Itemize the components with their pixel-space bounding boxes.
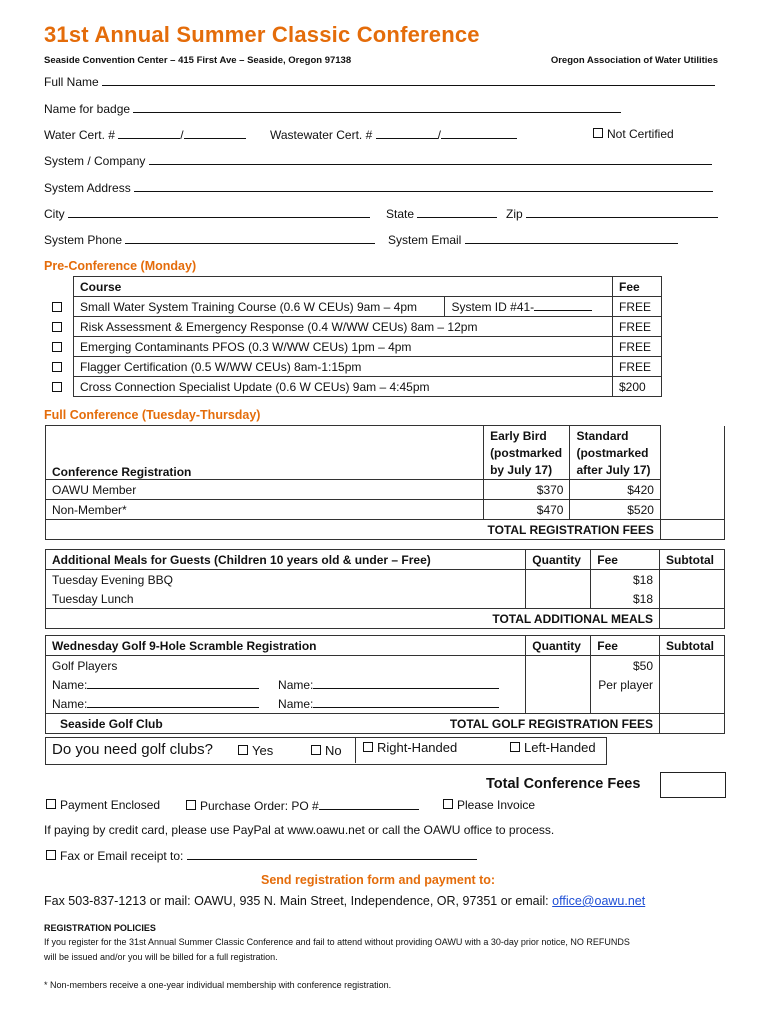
course-1-checkbox[interactable] — [52, 302, 62, 312]
golf-total-label: TOTAL GOLF REGISTRATION FEES — [449, 716, 653, 731]
course-row-4-fee: FREE — [613, 357, 662, 377]
policies-line-2: will be issued and/or you will be billed for a full registration. — [44, 952, 278, 962]
please-invoice-checkbox[interactable] — [443, 799, 453, 809]
meals-heading: Additional Meals for Guests (Children 10 years old & under – Free) — [46, 550, 526, 570]
total-conference-fees-field[interactable] — [660, 772, 726, 798]
early-bird-line-1: Early Bird — [490, 429, 547, 443]
course-row-3-fee: FREE — [613, 337, 662, 357]
system-address-label: System Address — [44, 181, 131, 195]
purchase-order-option[interactable] — [186, 798, 419, 813]
fax-receipt-option[interactable] — [46, 848, 477, 863]
not-certified-checkbox[interactable] — [593, 128, 603, 138]
golf-subtotal-header: Subtotal — [660, 636, 725, 656]
golf-subtotal-field[interactable] — [660, 656, 725, 714]
total-registration-label: TOTAL REGISTRATION FEES — [46, 520, 661, 540]
golf-total-field[interactable] — [660, 714, 725, 734]
payment-enclosed-checkbox[interactable] — [46, 799, 56, 809]
full-name-row — [44, 74, 715, 89]
course-row-3-label: Emerging Contaminants PFOS (0.3 W/WW CEUs) 1pm – 4pm — [74, 337, 613, 357]
nonmember-standard-fee: $520 — [570, 500, 660, 520]
city-row — [44, 206, 370, 221]
meals-subtotal-header: Subtotal — [660, 550, 725, 570]
system-phone-label: System Phone — [44, 233, 123, 247]
city-label: City — [44, 207, 65, 221]
golf-clubs-no-label: No — [325, 743, 342, 758]
meals-fee-header: Fee — [591, 550, 660, 570]
state-row — [386, 206, 497, 221]
meal-row-2-quantity[interactable] — [526, 589, 591, 609]
course-2-checkbox[interactable] — [52, 322, 62, 332]
system-phone-row — [44, 232, 375, 247]
member-early-fee: $370 — [484, 480, 570, 500]
golf-heading: Wednesday Golf 9-Hole Scramble Registration — [46, 636, 526, 656]
pre-conference-heading: Pre-Conference (Monday) — [44, 259, 197, 273]
golf-clubs-question: Do you need golf clubs? — [52, 741, 213, 758]
standard-line-3: after July 17) — [576, 463, 651, 477]
system-email-label: System Email — [388, 233, 462, 247]
golf-names-row-2 — [46, 694, 526, 714]
badge-row — [44, 101, 621, 116]
not-certified-option[interactable] — [593, 127, 674, 141]
golf-fee-header: Fee — [591, 636, 660, 656]
meal-row-1-subtotal[interactable] — [660, 570, 725, 590]
course-3-checkbox[interactable] — [52, 342, 62, 352]
system-id-cell[interactable] — [445, 297, 613, 317]
total-conference-fees-label: Total Conference Fees — [486, 776, 641, 792]
early-bird-line-3: by July 17) — [490, 463, 553, 477]
fee-column-header: Fee — [613, 277, 662, 297]
left-handed-checkbox[interactable] — [510, 742, 520, 752]
golf-name-label-4: Name: — [278, 697, 314, 711]
course-row-5-label: Cross Connection Specialist Update (0.6 W CEUs) 9am – 4:45pm — [74, 377, 613, 397]
total-meals-label: TOTAL ADDITIONAL MEALS — [46, 609, 660, 629]
payment-enclosed-label: Payment Enclosed — [60, 798, 161, 812]
zip-row — [506, 206, 718, 221]
standard-line-1: Standard — [576, 429, 629, 443]
member-standard-fee: $420 — [570, 480, 660, 500]
right-handed-checkbox[interactable] — [363, 742, 373, 752]
system-phone-field[interactable] — [125, 232, 375, 244]
policies-heading: REGISTRATION POLICIES — [44, 923, 156, 933]
credit-card-note: If paying by credit card, please use PayPal at www.oawu.net or call the OAWU office to process. — [44, 823, 555, 837]
golf-quantity-header: Quantity — [526, 636, 591, 656]
fax-receipt-label: Fax or Email receipt to: — [60, 849, 184, 863]
golf-clubs-yes-checkbox[interactable] — [238, 745, 248, 755]
system-id-label: System ID #41- — [451, 299, 535, 314]
total-registration-field[interactable] — [660, 520, 724, 540]
fax-receipt-field[interactable] — [187, 848, 477, 860]
course-4-checkbox[interactable] — [52, 362, 62, 372]
zip-label: Zip — [506, 207, 523, 221]
golf-club-name: Seaside Golf Club — [60, 716, 163, 731]
purchase-order-label: Purchase Order: PO # — [200, 799, 319, 813]
wastewater-cert-label: Wastewater Cert. # — [270, 128, 373, 142]
meal-row-1-quantity[interactable] — [526, 570, 591, 590]
city-field[interactable] — [68, 206, 370, 218]
system-id-field[interactable] — [534, 300, 592, 311]
meal-row-2-subtotal[interactable] — [660, 589, 725, 609]
system-company-row — [44, 153, 712, 168]
meal-row-1-fee: $18 — [591, 570, 660, 590]
golf-total-row — [46, 714, 660, 734]
payment-enclosed-option[interactable] — [46, 798, 160, 812]
full-name-label: Full Name — [44, 75, 99, 89]
not-certified-label: Not Certified — [607, 127, 674, 141]
state-field[interactable] — [417, 206, 497, 218]
meals-table — [45, 549, 725, 629]
wastewater-cert-row: Wastewater Cert. # / — [270, 127, 517, 142]
right-handed-label: Right-Handed — [377, 740, 458, 755]
total-meals-field[interactable] — [660, 609, 725, 629]
golf-name-field-2[interactable] — [313, 677, 499, 689]
golf-name-field-1[interactable] — [87, 677, 259, 689]
meal-row-1-label: Tuesday Evening BBQ — [46, 570, 526, 590]
venue-address: Seaside Convention Center – 415 First Ave – Seaside, Oregon 97138 — [44, 55, 352, 66]
golf-names-row-1 — [46, 675, 526, 694]
standard-line-2: (postmarked — [576, 446, 649, 460]
policies-line-1: If you register for the 31st Annual Summer Classic Conference and fail to attend without providing OAWU with a 30-day prior notice, NO REFUNDS — [44, 937, 630, 947]
left-handed-option[interactable] — [510, 740, 596, 755]
purchase-order-field[interactable] — [319, 798, 419, 810]
system-email-row — [388, 232, 678, 247]
send-address: Fax 503-837-1213 or mail: OAWU, 935 N. Main Street, Independence, OR, 97351 or email: — [44, 894, 549, 908]
course-column-header: Course — [74, 277, 613, 297]
water-cert-field-1[interactable] — [118, 127, 180, 139]
meal-row-2-fee: $18 — [591, 589, 660, 609]
organization-name: Oregon Association of Water Utilities — [550, 55, 718, 66]
golf-name-field-3[interactable] — [87, 696, 259, 708]
golf-per-player: Per player — [591, 675, 660, 694]
conference-registration-label: Conference Registration — [46, 426, 484, 480]
course-row-2-label: Risk Assessment & Emergency Response (0.4 W/WW CEUs) 8am – 12pm — [74, 317, 613, 337]
full-conference-heading: Full Conference (Tuesday-Thursday) — [44, 408, 261, 422]
course-5-checkbox[interactable] — [52, 382, 62, 392]
system-address-row — [44, 180, 713, 195]
page-title: 31st Annual Summer Classic Conference — [44, 22, 480, 47]
golf-clubs-yes-label: Yes — [252, 743, 274, 758]
state-label: State — [386, 207, 415, 221]
course-row-4-label: Flagger Certification (0.5 W/WW CEUs) 8am-1:15pm — [74, 357, 613, 377]
course-row-5-fee: $200 — [613, 377, 662, 397]
pre-conference-table — [73, 276, 662, 397]
golf-players-label: Golf Players — [46, 656, 526, 676]
course-row-1-label: Small Water System Training Course (0.6 W CEUs) 9am – 4pm — [74, 297, 445, 317]
fax-receipt-checkbox[interactable] — [46, 850, 56, 860]
badge-field[interactable] — [133, 101, 621, 113]
wastewater-cert-field-1[interactable] — [376, 127, 438, 139]
nonmember-early-fee: $470 — [484, 500, 570, 520]
membership-note: * Non-members receive a one-year individual membership with conference registration. — [44, 980, 392, 990]
water-cert-label: Water Cert. # — [44, 128, 115, 142]
pre-conference-checkboxes — [52, 298, 66, 398]
send-email-link[interactable]: office@oawu.net — [552, 894, 646, 908]
golf-clubs-no[interactable] — [311, 743, 342, 758]
send-heading: Send registration form and payment to: — [261, 873, 496, 887]
standard-header — [570, 426, 660, 480]
purchase-order-checkbox[interactable] — [186, 800, 196, 810]
early-bird-header — [484, 426, 570, 480]
right-handed-option[interactable] — [363, 740, 457, 755]
member-label: OAWU Member — [46, 480, 484, 500]
course-row-1-fee: FREE — [613, 297, 662, 317]
system-company-field[interactable] — [149, 153, 712, 165]
golf-table — [45, 635, 725, 734]
golf-quantity-field[interactable] — [526, 656, 591, 714]
left-handed-label: Left-Handed — [524, 740, 596, 755]
nonmember-label: Non-Member* — [46, 500, 484, 520]
golf-name-label-3: Name: — [52, 697, 88, 711]
golf-clubs-no-checkbox[interactable] — [311, 745, 321, 755]
golf-name-label-1: Name: — [52, 678, 88, 692]
please-invoice-label: Please Invoice — [457, 798, 536, 812]
meals-quantity-header: Quantity — [526, 550, 591, 570]
please-invoice-option[interactable] — [443, 798, 535, 812]
wastewater-cert-field-2[interactable] — [441, 127, 517, 139]
badge-label: Name for badge — [44, 102, 131, 116]
system-company-label: System / Company — [44, 154, 146, 168]
golf-name-label-2: Name: — [278, 678, 314, 692]
golf-fee: $50 — [591, 656, 660, 676]
meal-row-2-label: Tuesday Lunch — [46, 589, 526, 609]
full-conference-table — [45, 425, 725, 540]
golf-clubs-yes[interactable] — [238, 743, 273, 758]
water-cert-field-2[interactable] — [184, 127, 246, 139]
course-row-2-fee: FREE — [613, 317, 662, 337]
water-cert-row: Water Cert. # / — [44, 127, 246, 142]
full-name-field[interactable] — [102, 74, 715, 86]
early-bird-line-2: (postmarked — [490, 446, 563, 460]
send-line — [44, 894, 645, 908]
zip-field[interactable] — [526, 206, 718, 218]
system-address-field[interactable] — [134, 180, 713, 192]
system-email-field[interactable] — [465, 232, 678, 244]
golf-name-field-4[interactable] — [313, 696, 499, 708]
